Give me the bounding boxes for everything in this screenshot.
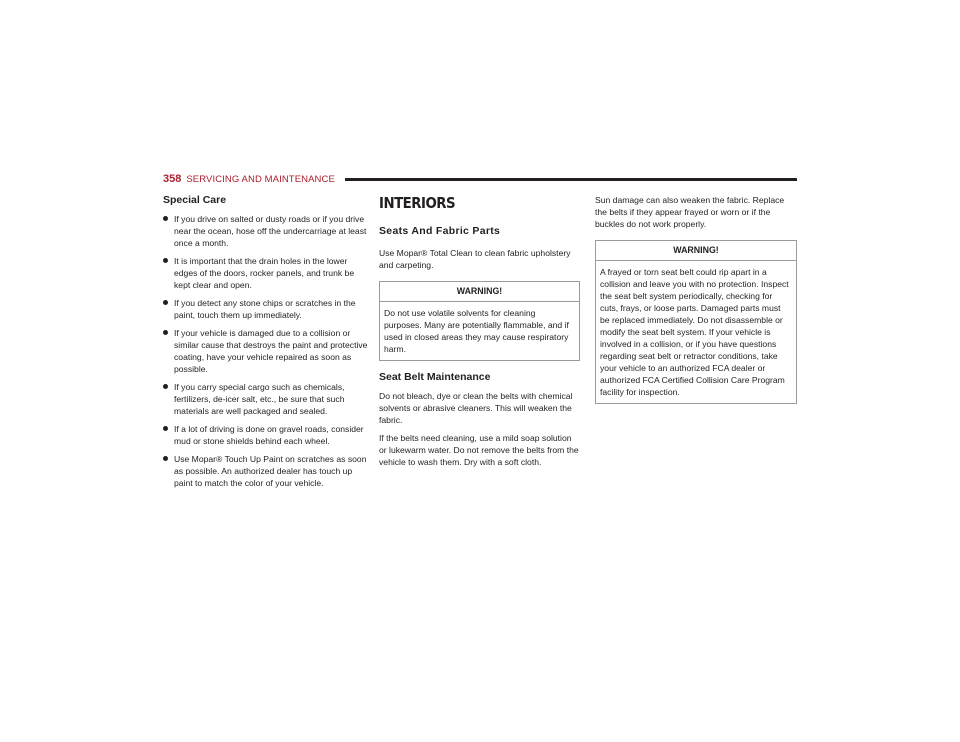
section-name: SERVICING AND MAINTENANCE	[186, 173, 335, 185]
bullet-icon	[163, 216, 168, 221]
seatbelt-paragraph: If the belts need cleaning, use a mild soap solution or lukewarm water. Do not remove the belts from the vehicle to wash them. Dry with a soft cloth.	[379, 433, 579, 467]
list-item: If a lot of driving is done on gravel roads, consider mud or stone shields behind each wheel.	[163, 423, 368, 447]
warning-box	[379, 281, 580, 361]
warning-box	[595, 240, 797, 404]
bullet-icon	[163, 258, 168, 263]
warning-text: Do not use volatile solvents for cleaning purposes. Many are potentially flammable, and if used in closed areas they may cause respiratory harm.	[384, 308, 569, 354]
page-number: 358	[163, 173, 182, 185]
warning-label: WARNING!	[596, 241, 796, 261]
page-header	[163, 172, 797, 186]
warning-text: A frayed or torn seat belt could rip apart in a collision and leave you with no protection. Inspect the seat belt system periodically, checking for cuts, frays, or loose parts. Damaged parts must be replaced immediately. Do not disassemble or modify the seat belt system. If your vehicle is involved in a collision, or if you have questions regarding seat belt or retractor conditions, take your vehicle to an authorized FCA dealer or authorized FCA Certified Collision Care Program facility for inspection.	[600, 267, 789, 397]
bullet-icon	[163, 384, 168, 389]
list-item: If you carry special cargo such as chemicals, fertilizers, de-icer salt, etc., be sure that such materials are well packaged and sealed.	[163, 381, 368, 417]
list-item: It is important that the drain holes in the lower edges of the doors, rocker panels, and trunk be kept clear and open.	[163, 255, 368, 291]
column-left	[163, 194, 368, 495]
list-item: Use Mopar® Touch Up Paint on scratches as soon as possible. An authorized dealer has touch up paint to match the color of your vehicle.	[163, 453, 368, 489]
warning-label: WARNING!	[380, 282, 579, 302]
column-middle	[379, 194, 580, 474]
bullet-icon	[163, 456, 168, 461]
header-rule	[345, 178, 797, 181]
interiors-title: INTERIORS	[379, 194, 456, 212]
seats-intro: Use Mopar® Total Clean to clean fabric upholstery and carpeting.	[379, 248, 571, 270]
bullet-icon	[163, 330, 168, 335]
list-item: If you detect any stone chips or scratches in the paint, touch them up immediately.	[163, 297, 368, 321]
seatbelt-paragraph: Do not bleach, dye or clean the belts with chemical solvents or abrasive cleaners. This will weaken the fabric.	[379, 391, 573, 425]
bullet-icon	[163, 426, 168, 431]
seats-fabric-heading: Seats And Fabric Parts	[379, 225, 501, 237]
seatbelt-heading: Seat Belt Maintenance	[379, 371, 491, 383]
column-right	[595, 194, 797, 414]
sun-damage-paragraph: Sun damage can also weaken the fabric. Replace the belts if they appear frayed or worn or if the buckles do not work properly.	[595, 195, 785, 229]
special-care-list	[163, 213, 368, 489]
bullet-icon	[163, 300, 168, 305]
list-item: If you drive on salted or dusty roads or if you drive near the ocean, hose off the undercarriage at least once a month.	[163, 213, 368, 249]
list-item: If your vehicle is damaged due to a collision or similar cause that destroys the paint and protective coating, have your vehicle repaired as soon as possible.	[163, 327, 368, 375]
special-care-heading: Special Care	[163, 194, 227, 206]
